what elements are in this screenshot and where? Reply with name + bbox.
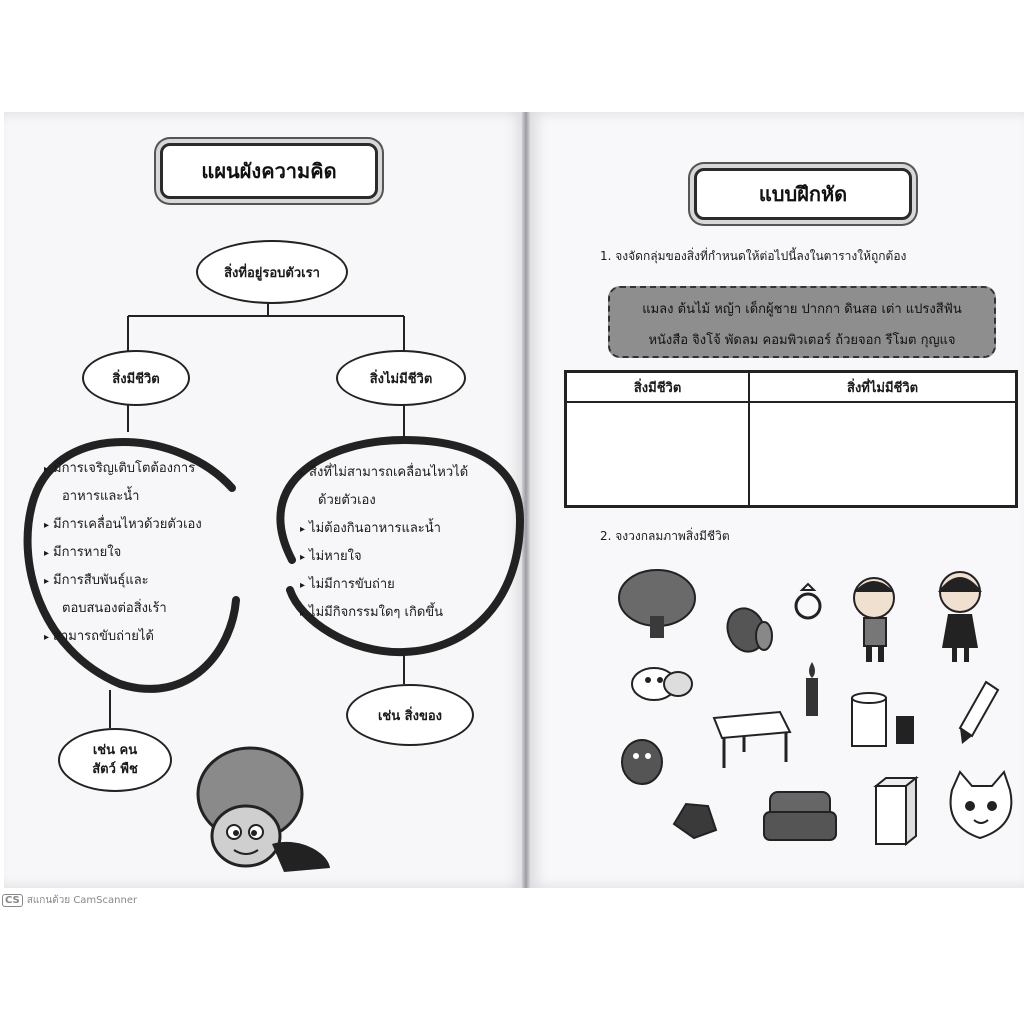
word-bank bbox=[608, 286, 996, 358]
tree-picture bbox=[619, 570, 695, 638]
cartoon-cat-illustration bbox=[188, 732, 338, 882]
chick-picture bbox=[622, 740, 662, 784]
ring-picture bbox=[796, 584, 820, 618]
table-cell-living[interactable] bbox=[566, 402, 750, 507]
nonliving-trait-1b: ด้วยตัวเอง bbox=[318, 493, 376, 508]
living-example-line1: เช่น คน bbox=[92, 742, 138, 758]
exercise-title bbox=[694, 168, 912, 220]
word-bank-line1: แมลง ต้นไม้ หญ้า เด็กผู้ชาย ปากกา ดินสอ เต่า แปรงสีฟัน bbox=[642, 302, 962, 317]
armchair-picture bbox=[764, 792, 836, 840]
nonliving-trait-2: ▸ ไม่ต้องกินอาหารและน้ำ bbox=[300, 522, 441, 535]
girl-picture bbox=[938, 572, 982, 662]
rock-picture bbox=[674, 804, 716, 838]
question-2: 2. จงวงกลมภาพสิ่งมีชีวิต bbox=[600, 529, 730, 543]
exercise-pictures bbox=[524, 556, 1024, 856]
exercise-title-text: แบบฝึกหัด bbox=[758, 182, 848, 206]
table-cell-nonliving[interactable] bbox=[749, 402, 1016, 507]
scanner-watermark bbox=[2, 893, 137, 908]
scanner-badge: CS bbox=[2, 894, 23, 907]
boy-picture bbox=[854, 578, 894, 662]
word-bank-line2: หนังสือ จิงโจ้ พัดลม คอมพิวเตอร์ ถ้วยจอก รีโมต กุญแจ bbox=[648, 333, 956, 348]
living-trait-1b: อาหารและน้ำ bbox=[62, 489, 140, 504]
living-trait-3: ▸ มีการหายใจ bbox=[44, 546, 121, 559]
table-header-living: สิ่งมีชีวิต bbox=[566, 372, 750, 403]
table-picture bbox=[714, 712, 790, 768]
living-bubble bbox=[28, 442, 236, 689]
mindmap-title-text: แผนผังความคิด bbox=[201, 159, 337, 183]
living-trait-1: ▸ มีการเจริญเติบโตต้องการ bbox=[44, 462, 195, 475]
living-trait-5: ▸ สามารถขับถ่ายได้ bbox=[44, 630, 154, 643]
living-trait-4b: ตอบสนองต่อสิ่งเร้า bbox=[62, 601, 167, 616]
nonliving-trait-3: ▸ ไม่หายใจ bbox=[300, 550, 362, 563]
butterfly-picture bbox=[722, 603, 772, 657]
nonliving-trait-1: ▸ สิ่งที่ไม่สามารถเคลื่อนไหวได้ bbox=[300, 466, 468, 479]
root-node bbox=[196, 240, 348, 304]
nonliving-trait-5: ▸ ไม่มีกิจกรรมใดๆ เกิดขึ้น bbox=[300, 606, 443, 619]
cups-picture bbox=[852, 693, 914, 746]
living-example-line2: สัตว์ พืช bbox=[92, 762, 138, 777]
sorting-table bbox=[564, 370, 1018, 508]
living-trait-2: ▸ มีการเคลื่อนไหวด้วยตัวเอง bbox=[44, 518, 202, 531]
caterpillar-picture bbox=[632, 668, 692, 700]
nonliving-example-node bbox=[346, 684, 474, 746]
cat-face-picture bbox=[951, 772, 1012, 838]
living-example-node bbox=[58, 728, 172, 792]
nonliving-node bbox=[336, 350, 466, 406]
nonliving-trait-4: ▸ ไม่มีการขับถ่าย bbox=[300, 578, 395, 591]
living-node-label: สิ่งมีชีวิต bbox=[112, 371, 160, 387]
table-header-nonliving: สิ่งที่ไม่มีชีวิต bbox=[749, 372, 1016, 403]
box-picture bbox=[876, 778, 916, 844]
candle-picture bbox=[806, 662, 818, 716]
nonliving-example-label: เช่น สิ่งของ bbox=[377, 708, 442, 724]
living-node bbox=[82, 350, 190, 406]
pencil-picture bbox=[960, 682, 998, 744]
question-1: 1. จงจัดกลุ่มของสิ่งที่กำหนดให้ต่อไปนี้ลงในตารางให้ถูกต้อง bbox=[600, 249, 907, 263]
root-node-label: สิ่งที่อยู่รอบตัวเรา bbox=[224, 265, 320, 281]
scanner-text: สแกนด้วย CamScanner bbox=[26, 895, 138, 906]
living-trait-4: ▸ มีการสืบพันธุ์และ bbox=[44, 574, 149, 587]
nonliving-node-label: สิ่งไม่มีชีวิต bbox=[369, 371, 433, 387]
